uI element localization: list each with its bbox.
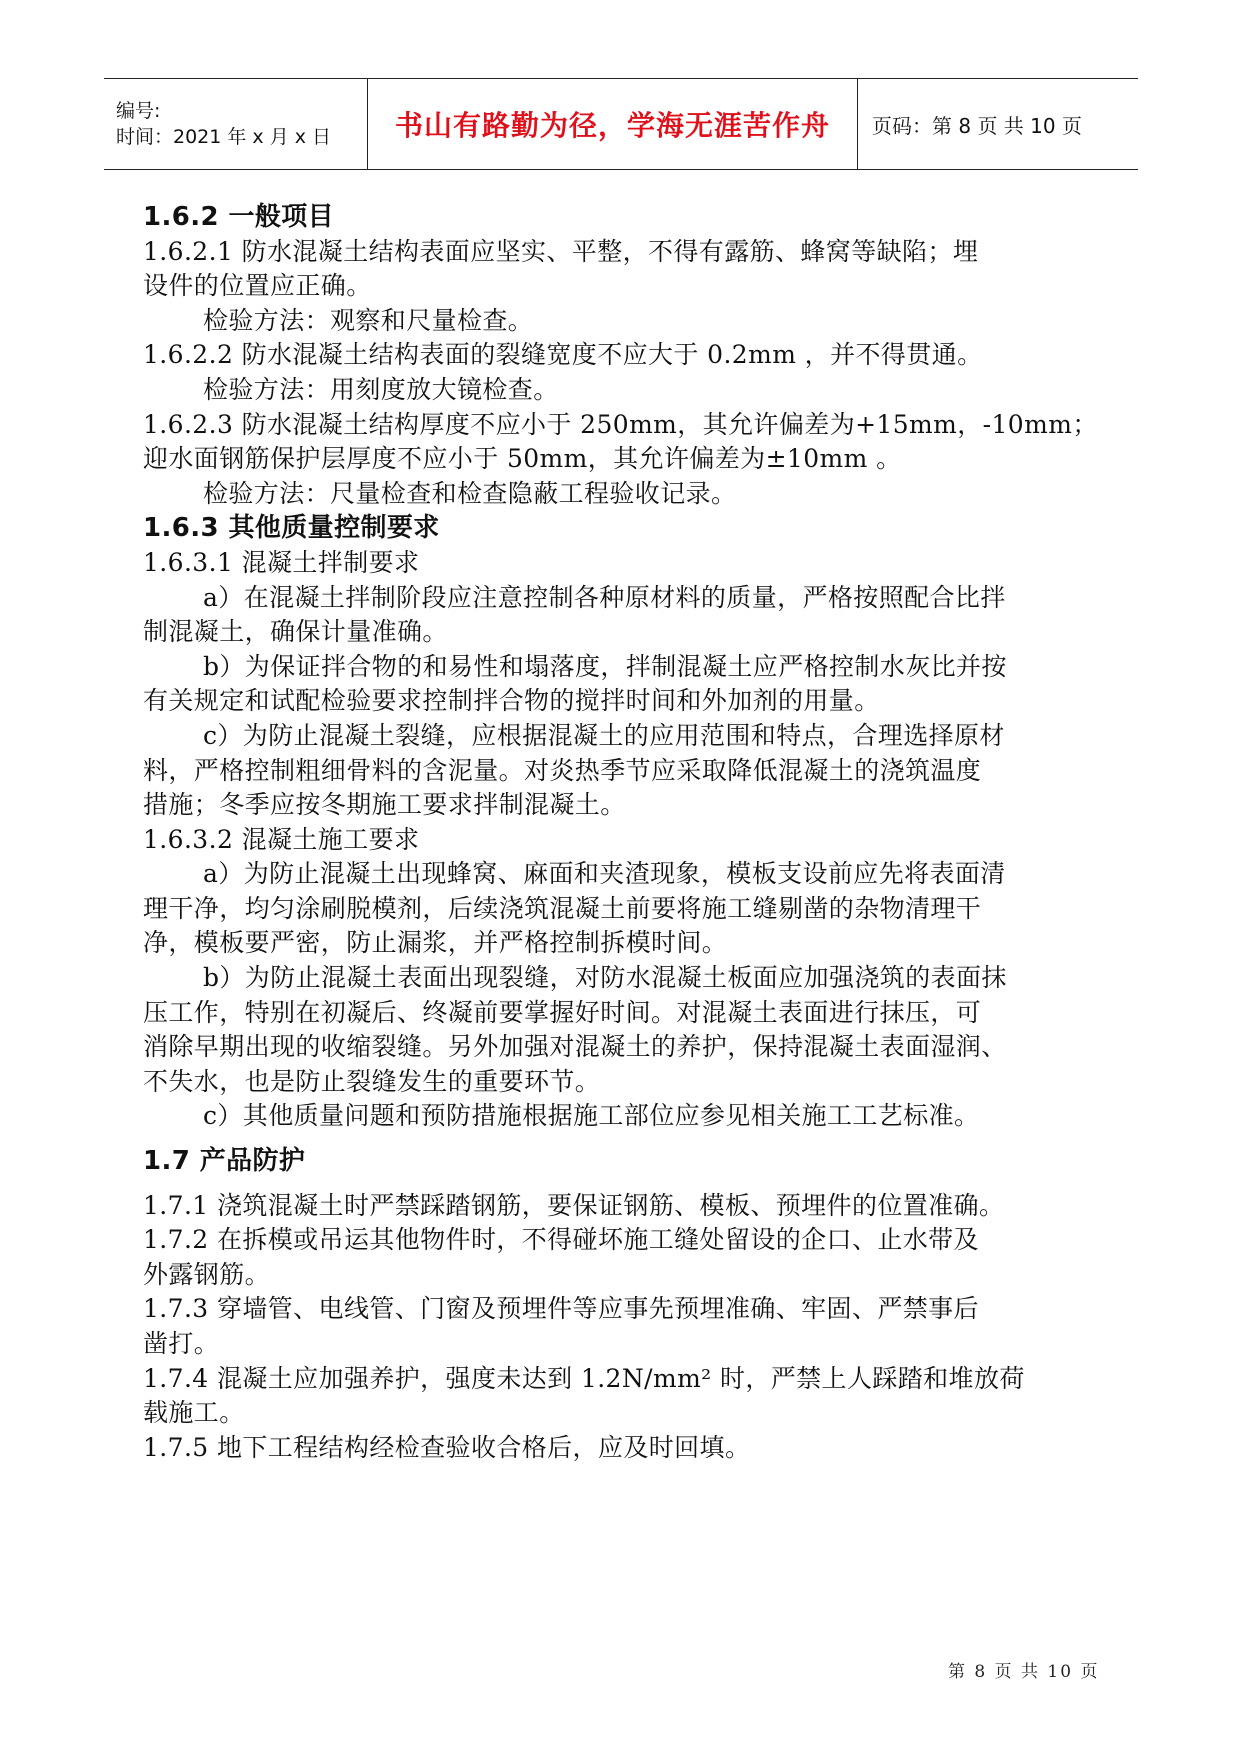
paragraph-line: 设件的位置应正确。 xyxy=(143,271,372,301)
paragraph-line: 不失水，也是防止裂缝发生的重要环节。 xyxy=(143,1066,601,1096)
paragraph-line: 1.6.2.1 防水混凝土结构表面应坚实、平整，不得有露筋、蜂窝等缺陷；埋 xyxy=(143,236,979,266)
paragraph-line: 1.6.2.3 防水混凝土结构厚度不应小于 250mm，其允许偏差为+15mm，-10mm； xyxy=(143,409,1098,439)
paragraph-line: 载施工。 xyxy=(143,1398,245,1428)
paragraph-line: 措施；冬季应按冬期施工要求拌制混凝土。 xyxy=(143,790,626,820)
paragraph-line: 1.7.2 在拆模或吊运其他物件时，不得碰坏施工缝处留设的企口、止水带及 xyxy=(143,1225,979,1255)
paragraph-line: b）为保证拌合物的和易性和塌落度，拌制混凝土应严格控制水灰比并按 xyxy=(203,651,1007,681)
paragraph-line: 1.6.2.2 防水混凝土结构表面的裂缝宽度不应大于 0.2mm ，并不得贯通。 xyxy=(143,340,983,370)
paragraph-line: 1.7.1 浇筑混凝土时严禁踩踏钢筋，要保证钢筋、模板、预埋件的位置准确。 xyxy=(143,1190,1005,1220)
paragraph-line: 1.6.3.1 混凝土拌制要求 xyxy=(143,547,420,577)
paragraph-line: 理干净，均匀涂刷脱模剂，后续浇筑混凝土前要将施工缝剔凿的杂物清理干 xyxy=(143,893,982,923)
section-heading: 1.6.2 一般项目 xyxy=(143,202,335,232)
paragraph-line: 制混凝土，确保计量准确。 xyxy=(143,617,448,647)
paragraph-line: 1.7.4 混凝土应加强养护，强度未达到 1.2N/mm² 时，严禁上人踩踏和堆放荷 xyxy=(143,1363,1025,1393)
paragraph-line: b）为防止混凝土表面出现裂缝，对防水混凝土板面应加强浇筑的表面抹 xyxy=(203,963,1007,993)
paragraph-line: 消除早期出现的收缩裂缝。另外加强对混凝土的养护，保持混凝土表面湿润、 xyxy=(143,1032,1007,1062)
document-body xyxy=(143,200,1103,1465)
paragraph-line: 检验方法：用刻度放大镜检查。 xyxy=(203,374,559,404)
paragraph-line: 1.6.3.2 混凝土施工要求 xyxy=(143,824,420,854)
page-footer: 第 8 页 共 10 页 xyxy=(948,1662,1100,1682)
paragraph-line: c）其他质量问题和预防措施根据施工部位应参见相关施工工艺标准。 xyxy=(203,1101,980,1131)
section-heading: 1.7 产品防护 xyxy=(143,1146,306,1177)
number-label: 编号: xyxy=(116,100,161,122)
paragraph-line: 检验方法：观察和尺量检查。 xyxy=(203,305,534,335)
paragraph-line: 检验方法：尺量检查和检查隐蔽工程验收记录。 xyxy=(203,478,737,508)
page-header xyxy=(104,78,1138,170)
paragraph-line: 凿打。 xyxy=(143,1329,220,1358)
paragraph-line: 1.7.3 穿墙管、电线管、门窗及预埋件等应事先预埋准确、牢固、严禁事后 xyxy=(143,1294,979,1324)
paragraph-line: a）在混凝土拌制阶段应注意控制各种原材料的质量，严格按照配合比拌 xyxy=(203,582,1006,612)
paragraph-line: 净，模板要严密，防止漏浆，并严格控制拆模时间。 xyxy=(143,928,728,958)
header-page-info: 页码：第 8 页 共 10 页 xyxy=(872,113,1082,138)
paragraph-line: 料，严格控制粗细骨料的含泥量。对炎热季节应采取降低混凝土的浇筑温度 xyxy=(143,755,982,785)
time-label: 时间：2021 年 x 月 x 日 xyxy=(116,126,332,148)
header-motto: 书山有路勤为径，学海无涯苦作舟 xyxy=(368,79,858,169)
header-meta xyxy=(104,79,368,169)
paragraph-line: 迎水面钢筋保护层厚度不应小于 50mm，其允许偏差为±10mm 。 xyxy=(143,444,902,474)
paragraph-line: 外露钢筋。 xyxy=(143,1259,271,1289)
paragraph-line: c）为防止混凝土裂缝，应根据混凝土的应用范围和特点，合理选择原材 xyxy=(203,720,1005,750)
paragraph-line: 1.7.5 地下工程结构经检查验收合格后，应及时回填。 xyxy=(143,1432,751,1462)
paragraph-line: 有关规定和试配检验要求控制拌合物的搅拌时间和外加剂的用量。 xyxy=(143,686,880,716)
section-heading: 1.6.3 其他质量控制要求 xyxy=(143,513,440,544)
paragraph-line: a）为防止混凝土出现蜂窝、麻面和夹渣现象，模板支设前应先将表面清 xyxy=(203,859,1006,889)
paragraph-line: 压工作，特别在初凝后、终凝前要掌握好时间。对混凝土表面进行抹压，可 xyxy=(143,997,982,1027)
